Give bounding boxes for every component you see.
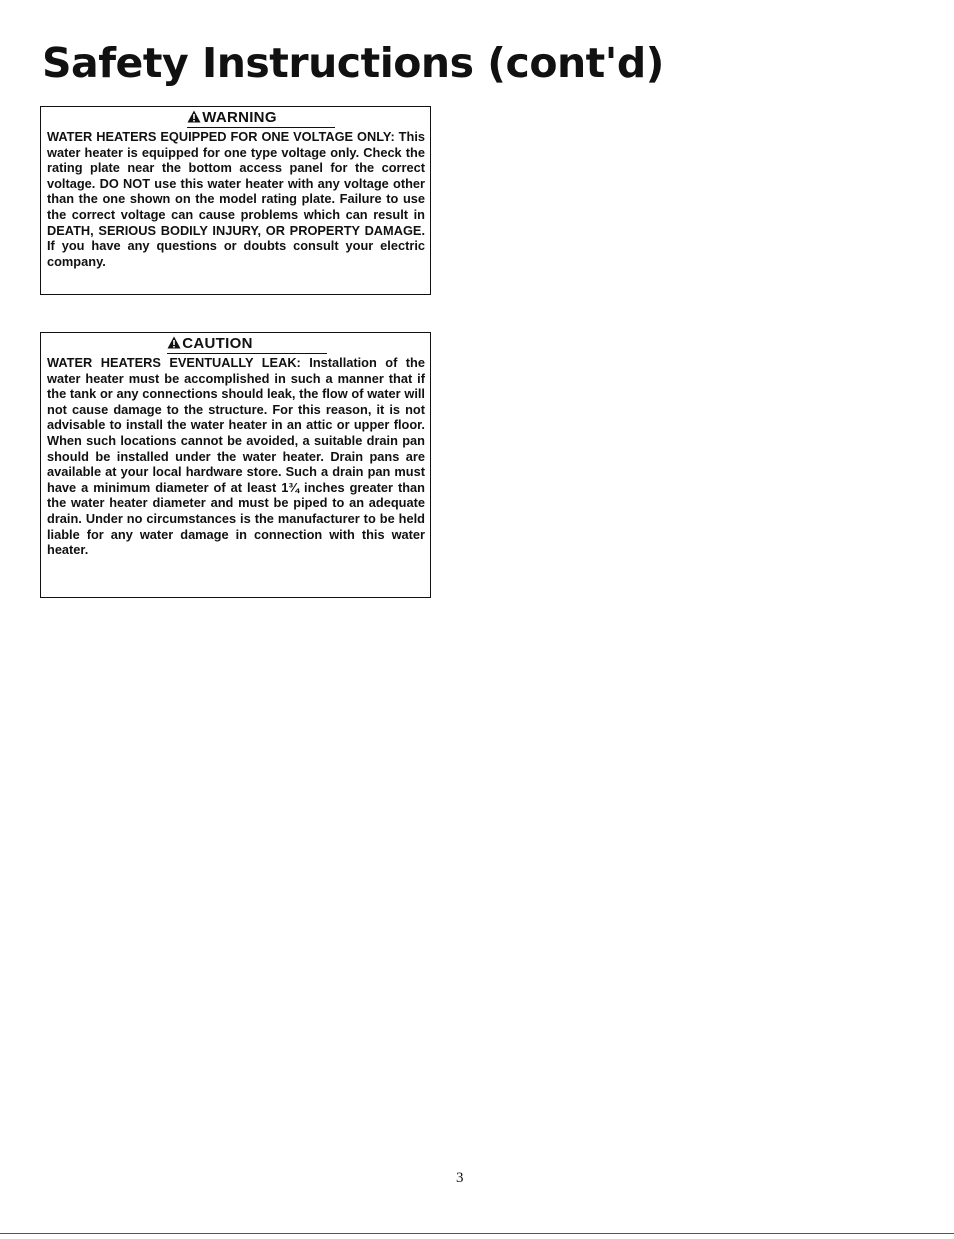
footer-rule [0,1233,954,1234]
caution-header [47,335,425,354]
caution-body: WATER HEATERS EVENTUALLY LEAK: Installation of the water heater must be accomplished in such a manner that if the tank or any connections should leak, the flow of water will not cause damage to the structure. For this reason, it is not advisable to install the water heater in an attic or upper floor. When such locations cannot be avoided, a suitable drain pan should be installed under the water heater. Drain pans are available at your local hardware store. Such a drain pan must have a minimum diameter of at least 1¾ inches greater than the water heater diameter and must be piped to an adequate drain. Under no circumstances is the manufacturer to be held liable for any water damage in connection with this water heater. [47,355,425,558]
page-number: 3 [456,1170,464,1186]
alert-triangle-icon [187,110,201,123]
warning-body: WATER HEATERS EQUIPPED FOR ONE VOLTAGE ONLY: This water heater is equipped for one type voltage only. Check the rating plate near the bottom access panel for the correct voltage. DO NOT use this water heater with any voltage other than the one shown on the model rating plate. Failure to use the correct voltage can cause problems which can result in DEATH, SERIOUS BODILY INJURY, OR PROPERTY DAMAGE. If you have any questions or doubts consult your electric company. [47,129,425,269]
warning-header-label: WARNING [202,109,277,126]
warning-box [40,106,431,295]
warning-header [47,109,425,128]
page-title: Safety Instructions (cont'd) [42,39,664,87]
caution-header-label: CAUTION [182,335,253,352]
caution-box [40,332,431,598]
alert-triangle-icon [167,336,181,349]
